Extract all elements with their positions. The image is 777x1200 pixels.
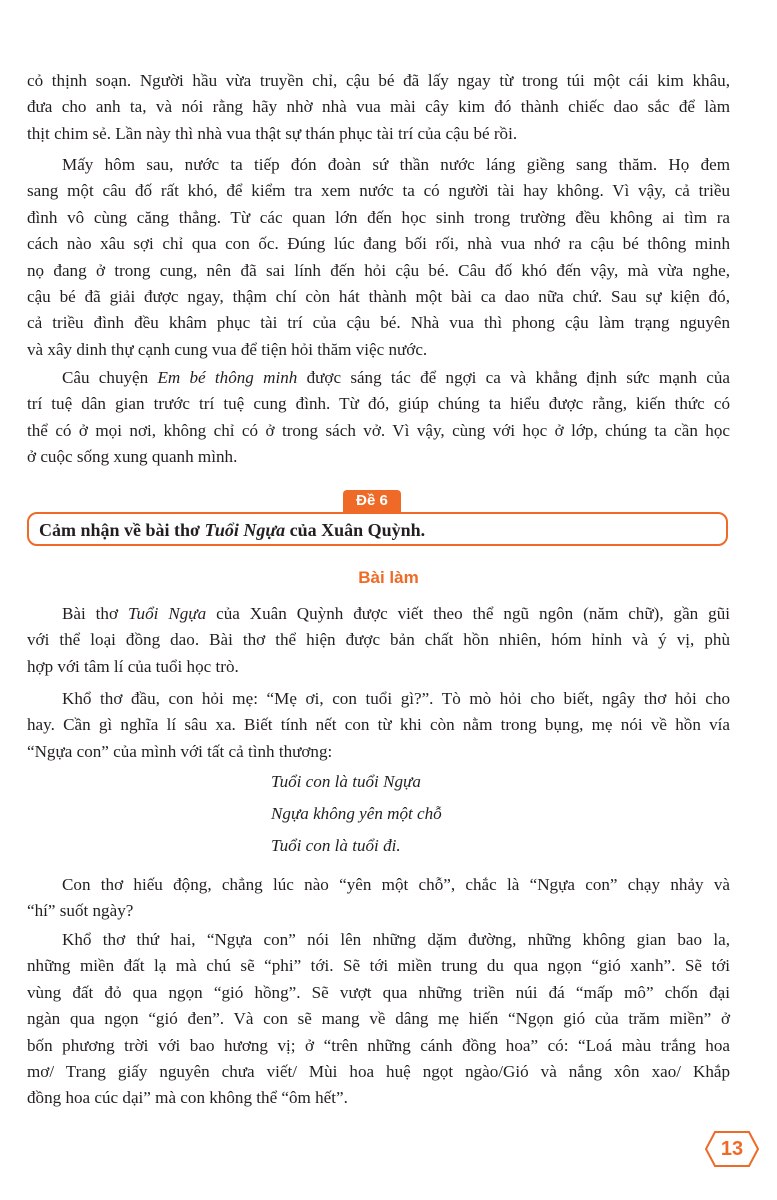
exercise-title-box	[27, 512, 728, 546]
poem-title: Tuổi Ngựa	[127, 604, 207, 623]
text-line: đưa cho anh ta, và nói rằng hãy nhờ nhà vua mài cây kim đó thành chiếc dao sắc để làm	[27, 97, 730, 117]
text-line: những miền đất lạ mà chú sẽ “phi” tới. Sẽ tới miền trung du qua ngọn “gió xanh”. Sẽ tới	[27, 956, 730, 976]
text-line: hay. Cần gì nghĩa lí sâu xa. Biết tính nết con từ khi còn nằm trong bụng, mẹ nói về hồn vía	[27, 715, 730, 735]
poem-line: Tuổi con là tuổi đi.	[271, 836, 401, 855]
text-line: bốn phương trời với bao hương vị; ở “trên những cánh đồng hoa” có: “Loá màu trắng hoa	[27, 1035, 730, 1055]
story-title: Em bé thông minh	[157, 368, 298, 387]
text-line: thịt chim sẻ. Lần này thì nhà vua thật sự thán phục tài trí của cậu bé rồi.	[27, 123, 518, 143]
paragraph-7	[27, 927, 730, 1112]
text-line: Con thơ hiếu động, chẳng lúc nào “yên một chỗ”, chắc là “Ngựa con” chạy nhảy và	[62, 875, 730, 894]
text-line: Bài thơ Tuổi Ngựa của Xuân Quỳnh được viết theo thể ngũ ngôn (năm chữ), gần gũi	[62, 604, 731, 623]
text-line: mơ/ Trang giấy nguyên chưa viết/ Mùi hoa huệ ngọt ngào/Gió và nắng xôn xao/ Khắp	[27, 1062, 730, 1082]
paragraph-3	[27, 365, 730, 471]
text-line: ở cuộc sống xung quanh mình.	[27, 447, 238, 467]
text-line: cậu bé đã giải được ngay, thậm chí còn hát thành một bài ca dao nữa chứ. Sau sự kiện đó,	[27, 287, 730, 307]
text-line: cách nào xâu sợi chỉ qua con ốc. Đúng lúc đang bối rối, nhà vua nhớ ra cậu bé thông minh	[27, 234, 730, 254]
text-line: cỏ thịnh soạn. Người hầu vừa truyền chỉ, cậu bé đã lấy ngay từ trong túi một cái kim khâu,	[27, 71, 730, 90]
text-line: trí tuệ dân gian trước trí tuệ cung đình. Từ đó, giúp chúng ta hiểu được rằng, kiến thức có	[27, 394, 730, 414]
text-line: nọ đang ở trong cung, nên đã sai lính đến hỏi cậu bé. Câu đố khó đến vậy, mà vừa nghe,	[27, 260, 730, 280]
text-line: Câu chuyện Em bé thông minh được sáng tác để ngợi ca và khẳng định sức mạnh của	[62, 368, 730, 387]
section-heading: Bài làm	[358, 568, 419, 587]
text-line: sang một câu đố rất khó, để kiểm tra xem nước ta có người tài hay không. Vì vậy, cả triều	[27, 181, 730, 201]
text-line: với thể loại đồng dao. Bài thơ thể hiện được bản chất hồn nhiên, hóm hỉnh và ý vị, phù	[27, 630, 730, 650]
text-line: “Ngựa con” của mình với tất cả tình thương:	[27, 741, 333, 761]
text-line: hợp với tâm lí của tuổi học trò.	[27, 656, 239, 676]
text-line: Mấy hôm sau, nước ta tiếp đón đoàn sứ thần nước láng giềng sang thăm. Họ đem	[62, 155, 730, 174]
text-line: cả triều đình đều khâm phục tài trí của cậu bé. Nhà vua thì phong cậu làm trạng nguyên	[27, 313, 730, 333]
paragraph-6	[27, 872, 730, 925]
paragraph-5	[27, 686, 730, 765]
exercise-title: Cảm nhận về bài thơ Tuổi Ngựa của Xuân Quỳnh.	[39, 520, 426, 540]
text-line: ngàn qua ngọn “gió đen”. Và con sẽ mang về dâng mẹ hiến “Ngọn gió của trăm miền” ở	[27, 1009, 730, 1029]
poem-line: Ngựa không yên một chỗ	[271, 804, 442, 823]
text-line: và xây dinh thự cạnh cung vua để tiện hỏi thăm việc nước.	[27, 339, 428, 359]
paragraph-1	[27, 68, 730, 147]
page-number: 13	[720, 1138, 744, 1160]
text-line: đồng hoa cúc dại” mà con không thể “ôm hết”.	[27, 1088, 348, 1108]
paragraph-2	[27, 152, 730, 363]
text-line: thể có ở mọi nơi, không chỉ có ở trong sách vở. Vì vậy, cùng với học ở lớp, chúng ta cần học	[27, 420, 730, 440]
text-line: Khổ thơ thứ hai, “Ngựa con” nói lên những dặm đường, những không gian bao la,	[62, 930, 730, 949]
text-line: vùng đất đỏ qua ngọn “gió hồng”. Sẽ vượt qua những triền núi đá “mấp mô” chốn đại	[27, 982, 730, 1002]
text-line: “hí” suốt ngày?	[27, 901, 134, 921]
poem-line: Tuổi con là tuổi Ngựa	[271, 772, 421, 791]
exercise-badge: Đề 6	[343, 490, 401, 512]
text-line: đình vô cùng căng thẳng. Từ các quan lớn đến học sinh trong trường đều không ai tìm ra	[27, 207, 730, 227]
text-line: Khổ thơ đầu, con hỏi mẹ: “Mẹ ơi, con tuổi gì?”. Tò mò hỏi cho biết, ngây thơ hỏi cho	[62, 689, 730, 708]
paragraph-4	[27, 601, 730, 680]
page-number-badge	[705, 1131, 759, 1167]
